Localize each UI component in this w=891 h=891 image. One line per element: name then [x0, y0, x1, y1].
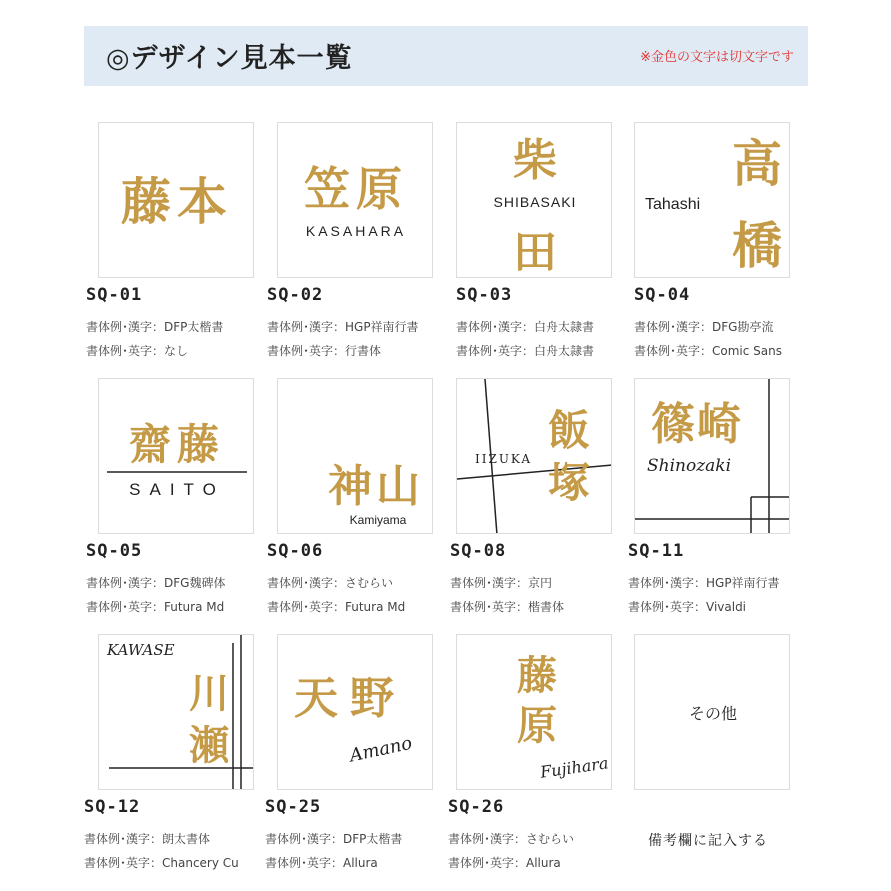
- sq06-kanji: 神山: [328, 461, 424, 512]
- sq03-kanji-2: 田: [513, 227, 557, 278]
- design-code: SQ-26: [448, 797, 505, 817]
- design-code: SQ-01: [86, 285, 143, 305]
- sq12-kanji-2: 瀬: [189, 722, 229, 769]
- sq25-kanji: 天野: [294, 673, 406, 724]
- design-card-sq02[interactable]: [277, 122, 433, 278]
- sq05-kanji: 齋藤: [128, 420, 226, 469]
- sq26-english: Fujihara: [538, 753, 610, 782]
- sq05-english: SAITO: [129, 480, 225, 499]
- english-font: 書体例･英字：なし: [86, 344, 189, 358]
- english-font: 書体例･英字：楷書体: [450, 600, 565, 614]
- sq03-kanji-1: 柴: [513, 135, 557, 186]
- sq01-kanji: 藤本: [121, 172, 233, 231]
- sq11-english: Shinozaki: [647, 456, 732, 476]
- english-font: 書体例･英字：Futura Md: [267, 600, 406, 614]
- design-code: SQ-25: [265, 797, 322, 817]
- page-title: ◎デザイン見本一覧: [106, 43, 353, 74]
- memo-text: 備考欄に記入する: [648, 833, 768, 849]
- kanji-font: 書体例･漢字：DFG勘亭流: [634, 320, 774, 334]
- design-card-sq01[interactable]: [98, 122, 254, 278]
- design-code: SQ-11: [628, 541, 685, 561]
- design-code: SQ-08: [450, 541, 507, 561]
- kanji-font: 書体例･漢字：HGP祥南行書: [628, 576, 780, 590]
- design-code: SQ-06: [267, 541, 324, 561]
- design-code: SQ-03: [456, 285, 513, 305]
- kanji-font: 書体例･漢字：さむらい: [267, 576, 394, 590]
- english-font: 書体例･英字：Vivaldi: [628, 600, 747, 614]
- kanji-font: 書体例･漢字：DFP太楷書: [86, 320, 224, 334]
- design-card-sq08[interactable]: [456, 378, 612, 534]
- design-card-sq11[interactable]: [634, 378, 790, 534]
- english-font: 書体例･英字：Comic Sans: [634, 344, 782, 358]
- design-card-sq25[interactable]: [277, 634, 433, 790]
- sq06-english: Kamiyama: [349, 513, 407, 527]
- kanji-font: 書体例･漢字：白舟太隷書: [456, 320, 595, 334]
- english-font: 書体例･英字：Allura: [448, 856, 561, 870]
- sq26-kanji-2: 原: [517, 702, 557, 749]
- kanji-font: 書体例･漢字：DFG魏碑体: [86, 576, 226, 590]
- sq12-english: KAWASE: [107, 641, 175, 659]
- design-code: SQ-02: [267, 285, 324, 305]
- sq08-kanji-2: 塚: [547, 458, 591, 507]
- sq25-english: Amano: [347, 732, 414, 767]
- design-card-other[interactable]: [634, 634, 790, 790]
- sq12-kanji-1: 川: [189, 670, 229, 717]
- english-font: 書体例･英字：Allura: [265, 856, 378, 870]
- design-card-sq03[interactable]: [456, 122, 612, 278]
- design-card-sq04[interactable]: [634, 122, 790, 278]
- sq04-kanji-1: 高: [732, 134, 782, 193]
- kanji-font: 書体例･漢字：朗太書体: [84, 832, 211, 846]
- design-code: SQ-12: [84, 797, 141, 817]
- sq02-kanji: 笠原: [304, 162, 408, 216]
- sq26-kanji-1: 藤: [517, 652, 557, 699]
- english-font: 書体例･英字：Chancery Cu: [84, 856, 239, 870]
- design-card-sq12[interactable]: [98, 634, 254, 790]
- design-card-sq05[interactable]: [98, 378, 254, 534]
- design-code: SQ-04: [634, 285, 691, 305]
- sq08-kanji-1: 飯: [547, 406, 591, 455]
- english-font: 書体例･英字：Futura Md: [86, 600, 225, 614]
- sq08-english: IIZUKA: [475, 452, 533, 466]
- sq04-kanji-2: 橋: [732, 216, 782, 275]
- sq04-english: Tahashi: [645, 196, 701, 213]
- sq11-kanji: 篠崎: [651, 399, 743, 450]
- kanji-font: 書体例･漢字：京円: [450, 576, 553, 590]
- kanji-font: 書体例･漢字：HGP祥南行書: [267, 320, 419, 334]
- english-font: 書体例･英字：白舟太隷書: [456, 344, 595, 358]
- sq03-english: SHIBASAKI: [493, 194, 577, 210]
- kanji-font: 書体例･漢字：DFP太楷書: [265, 832, 403, 846]
- sq02-english: KASAHARA: [305, 223, 407, 239]
- design-card-sq06[interactable]: [277, 378, 433, 534]
- english-font: 書体例･英字：行書体: [267, 344, 382, 358]
- header-banner: [84, 26, 808, 86]
- other-label: その他: [688, 704, 737, 723]
- design-code: SQ-05: [86, 541, 143, 561]
- kanji-font: 書体例･漢字：さむらい: [448, 832, 575, 846]
- design-card-sq26[interactable]: [456, 634, 612, 790]
- gold-note: ※金色の文字は切文字です: [640, 50, 794, 65]
